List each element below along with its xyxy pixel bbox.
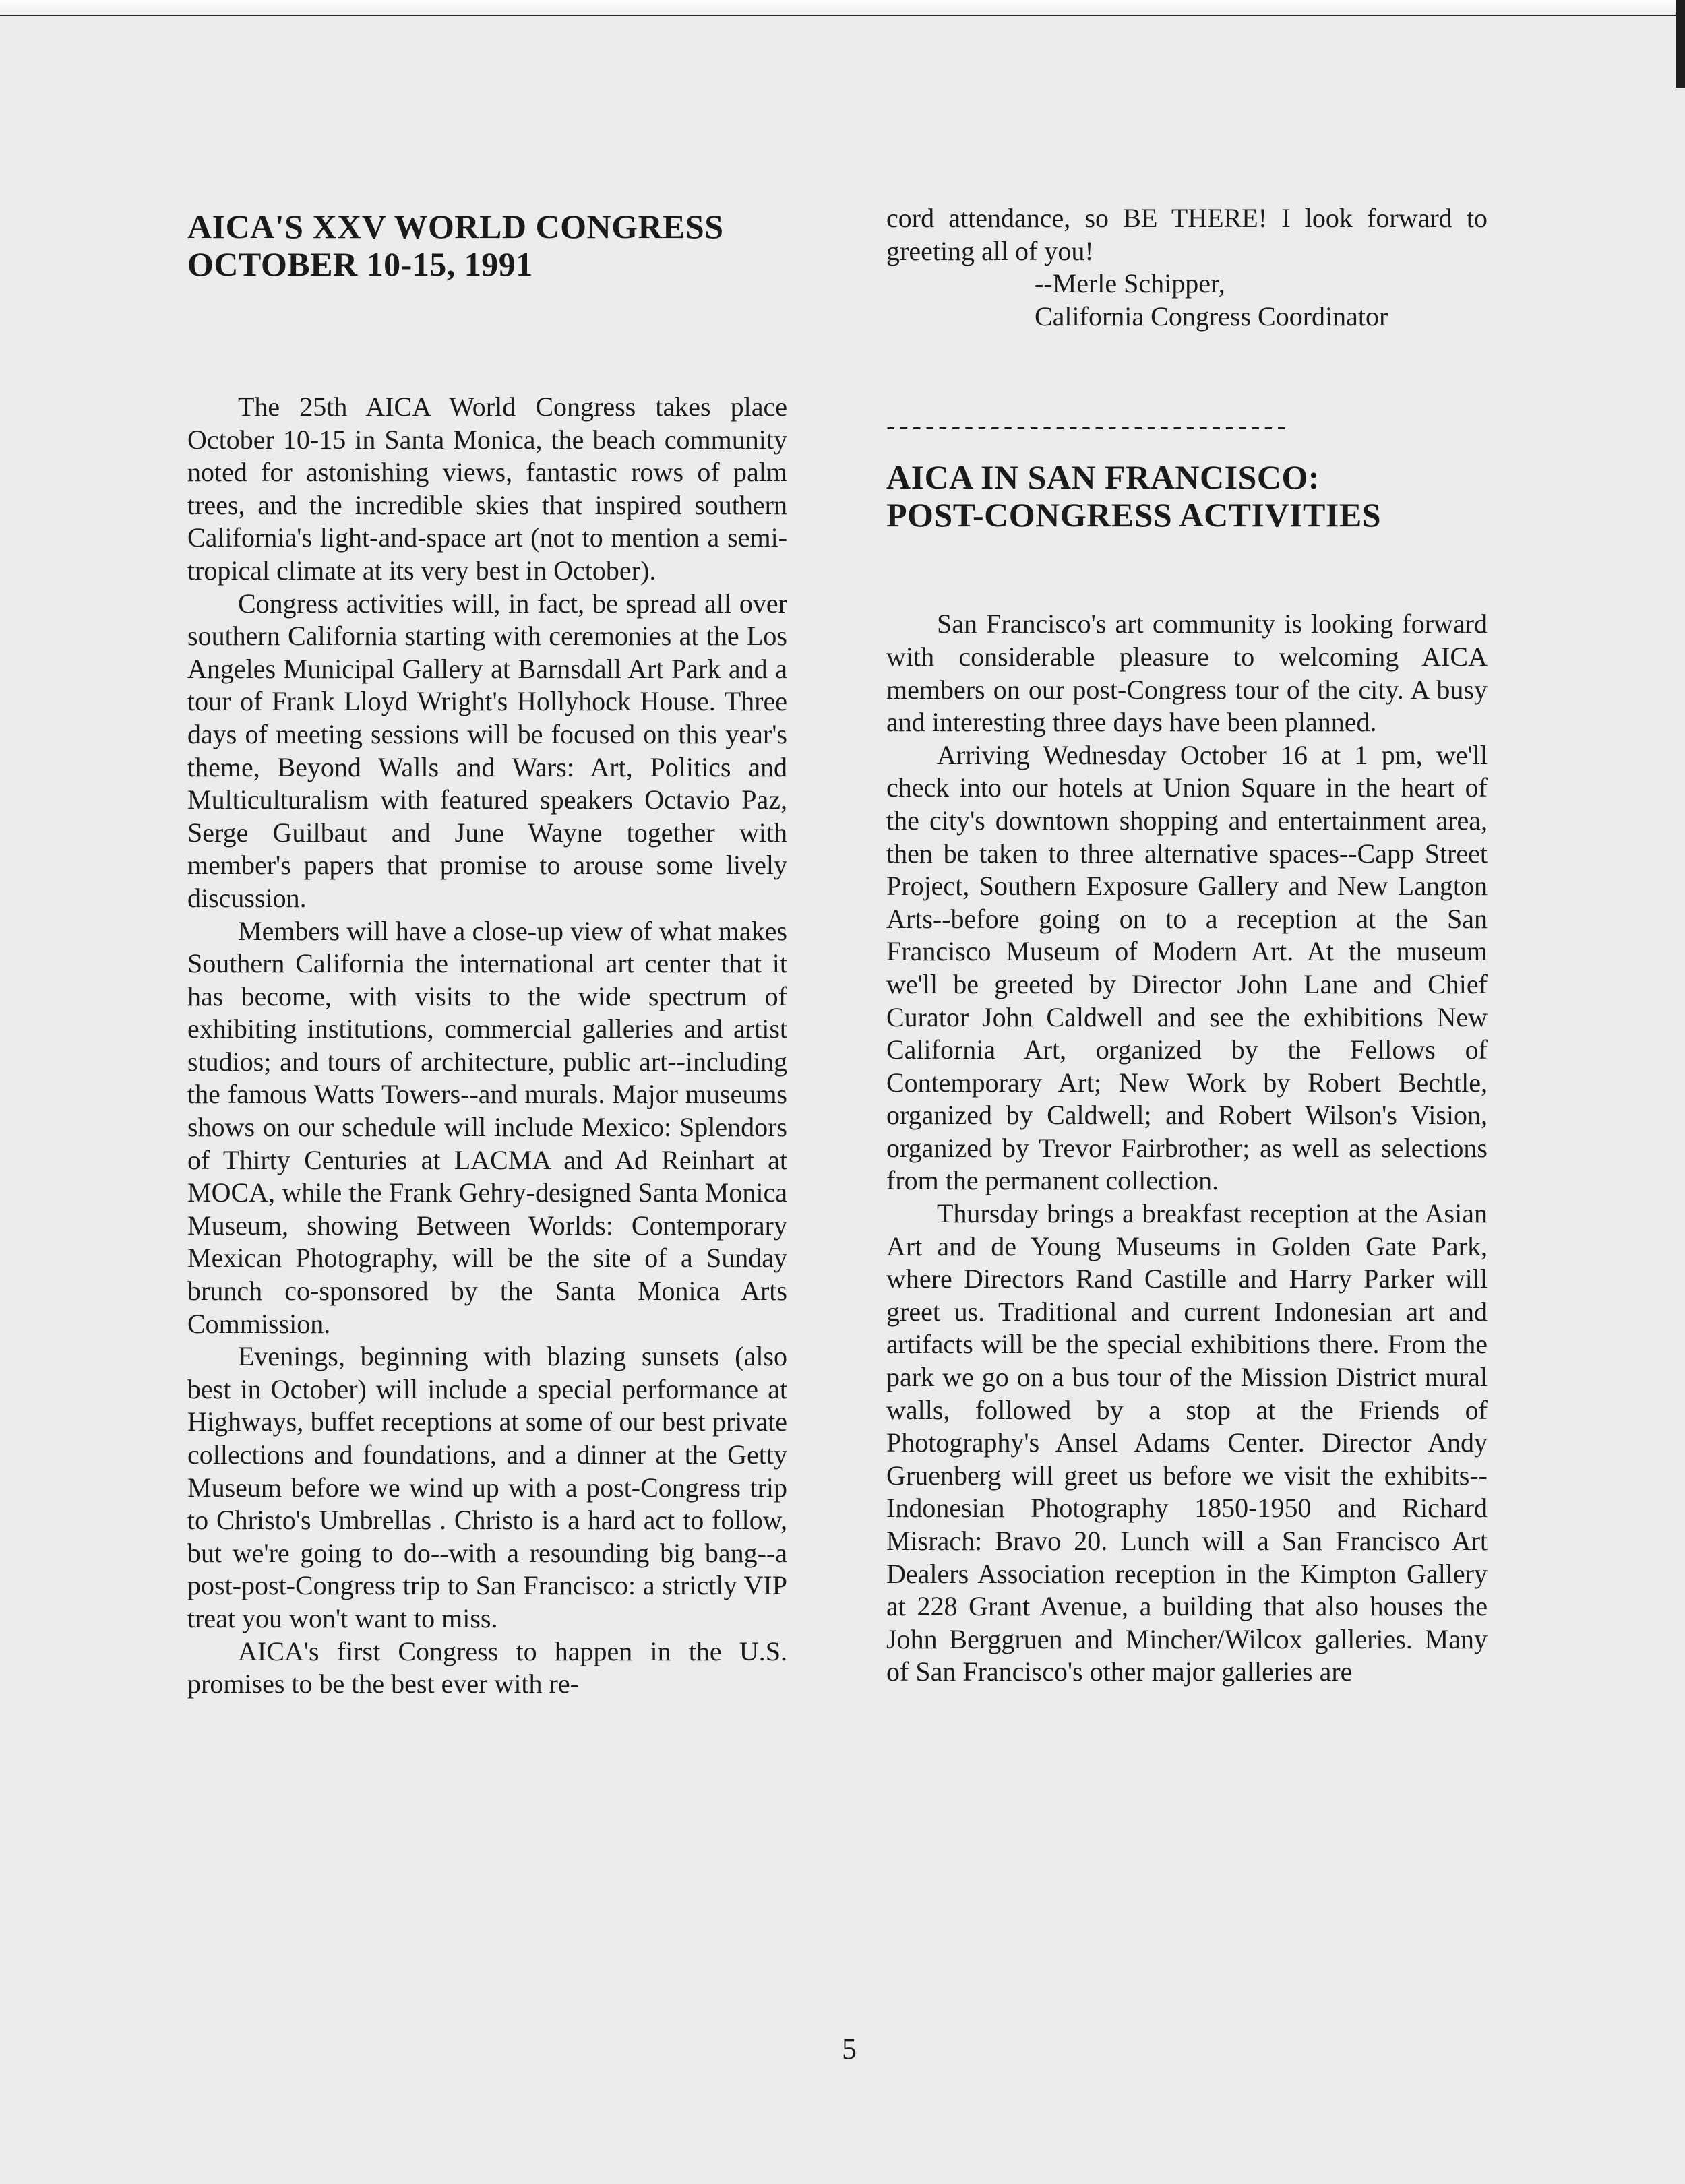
congress-title-line1: AICA'S XXV WORLD CONGRESS: [187, 208, 724, 245]
signoff-name: --Merle Schipper,: [1035, 268, 1225, 299]
left-column: [187, 195, 787, 1701]
congress-paragraph-4: Evenings, beginning with blazing sunsets (also best in October) will include a special performance at Highways, buffet receptions at some of our best private collections and foundations, and a dinner at the Getty Museum before we wind up with a post-Congress trip to Christo's Umbrellas . Christo is a hard act to follow, but we're going to do--with a resounding big bang--a post-post-Congress trip to San Francisco: a strictly VIP treat you won't want to miss.: [187, 1341, 787, 1633]
sf-paragraph-1: San Francisco's art community is looking forward with considerable pleasure to welcoming AICA members on our post-Congress tour of the city. A busy and interesting three days have been planned.: [886, 609, 1488, 738]
page-number: 5: [842, 2032, 857, 2065]
congress-paragraph-1: The 25th AICA World Congress takes place October 10-15 in Santa Monica, the beach community noted for astonishing views, fantastic rows of palm trees, and the incredible skies that inspired southern California's light-and-space art (not to mention a semi-tropical climate at its very best in October).: [187, 392, 787, 586]
sf-paragraph-3: Thursday brings a breakfast reception at the Asian Art and de Young Museums in Golden Gate Park, where Directors Rand Castille and Harry Parker will greet us. Traditional and current Indonesian art and artifacts will be the special exhibitions there. From the park we go on a bus tour of the Mission District mural walls, followed by a stop at the Friends of Photography's Ansel Adams Center. Director Andy Gruenberg will greet us before we visit the exhibits--Indonesian Photography 1850-1950 and Richard Misrach: Bravo 20. Lunch will a San Francisco Art Dealers Association reception in the Kimpton Gallery at 228 Grant Avenue, a building that also houses the John Berggruen and Mincher/Wilcox galleries. Many of San Francisco's other major galleries are: [886, 1198, 1488, 1687]
congress-continuation: cord attendance, so BE THERE! I look forward to greeting all of you!: [886, 203, 1488, 266]
page-right-edge: [1676, 0, 1685, 88]
section-divider: -------------------------------: [886, 412, 1290, 440]
congress-title-line2: OCTOBER 10-15, 1991: [187, 245, 533, 283]
san-francisco-article-title: [886, 458, 1488, 534]
page-top-edge: [0, 0, 1685, 16]
congress-paragraph-2: Congress activities will, in fact, be spread all over southern California starting with ceremonies at the Los Angeles Municipal Gallery at Barnsdall Art Park and a tour of Frank Lloyd Wright's Hollyhock House. Three days of meeting sessions will be focused on this year's theme, Beyond Walls and Wars: Art, Politics and Multiculturalism with featured speakers Octavio Paz, Serge Guilbaut and June Wayne together with member's papers that promise to arouse some lively discussion.: [187, 588, 787, 913]
signoff-title: California Congress Coordinator: [1035, 301, 1388, 332]
sf-title-line1: AICA IN SAN FRANCISCO:: [886, 458, 1320, 497]
congress-paragraph-5: AICA's first Congress to happen in the U.S. promises to be the best ever with re-: [187, 1635, 787, 1699]
congress-article-title: [187, 208, 787, 283]
congress-paragraph-3: Members will have a close-up view of what makes Southern California the international art center that it has become, with visits to the wide spectrum of exhibiting institutions, commercial galleries and artist studios; and tours of architecture, public art--including the famous Watts Towers--and murals. Major museums shows on our schedule will include Mexico: Splendors of Thirty Centuries at LACMA and Ad Reinhart at MOCA, while the Frank Gehry-designed Santa Monica Museum, showing Between Worlds: Contemporary Mexican Photography, will be the site of a Sunday brunch co-sponsored by the Santa Monica Arts Commission.: [187, 915, 787, 1339]
sf-paragraph-2: Arriving Wednesday October 16 at 1 pm, we'll check into our hotels at Union Square in the heart of the city's downtown shopping and entertainment area, then be taken to three alternative spaces--Capp Street Project, Southern Exposure Gallery and New Langton Arts--before going on to a reception at the San Francisco Museum of Modern Art. At the museum we'll be greeted by Director John Lane and Chief Curator John Caldwell and see the exhibitions New California Art, organized by the Fellows of Contemporary Art; New Work by Robert Bechtle, organized by Caldwell; and Robert Wilson's Vision, organized by Trevor Fairbrother; as well as selections from the permanent collection.: [886, 739, 1488, 1196]
right-column: [886, 202, 1488, 1689]
sf-title-line2: POST-CONGRESS ACTIVITIES: [886, 496, 1382, 534]
